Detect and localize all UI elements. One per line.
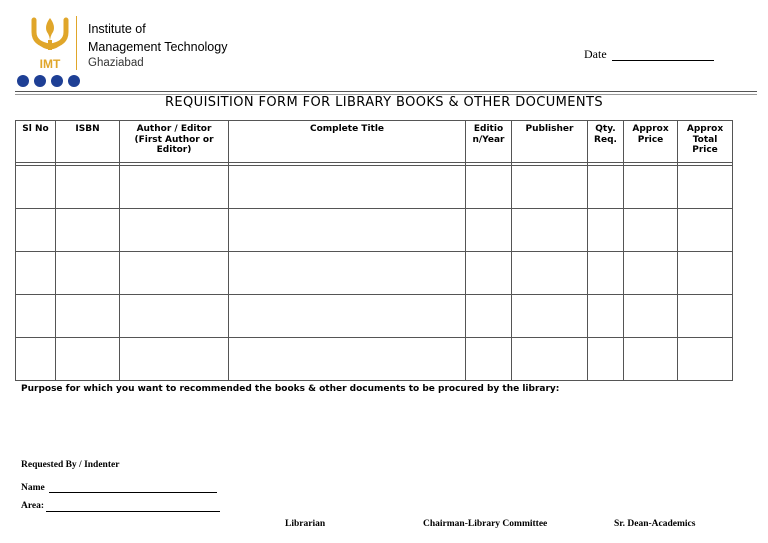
dot-icon xyxy=(34,75,46,87)
table-cell[interactable] xyxy=(56,209,120,252)
form-title: REQUISITION FORM FOR LIBRARY BOOKS & OTHER DOCUMENTS xyxy=(164,95,604,110)
table-cell[interactable] xyxy=(120,295,229,338)
column-header: Approx Total Price xyxy=(678,121,733,163)
table-cell[interactable] xyxy=(678,252,733,295)
institute-location: Ghaziabad xyxy=(88,57,144,69)
imt-logo-icon xyxy=(28,14,72,74)
table-cell[interactable] xyxy=(678,166,733,209)
table-cell[interactable] xyxy=(466,295,512,338)
table-cell[interactable] xyxy=(229,209,466,252)
table-cell[interactable] xyxy=(512,252,588,295)
table-cell[interactable] xyxy=(588,166,624,209)
table-cell[interactable] xyxy=(229,252,466,295)
table-cell[interactable] xyxy=(56,295,120,338)
area-field[interactable] xyxy=(46,511,220,512)
table-cell[interactable] xyxy=(588,295,624,338)
table-cell[interactable] xyxy=(624,252,678,295)
name-label: Name xyxy=(21,483,45,493)
table-cell[interactable] xyxy=(588,252,624,295)
table-cell[interactable] xyxy=(678,338,733,381)
institute-name-line-1: Institute of xyxy=(88,22,146,36)
column-header: Complete Title xyxy=(229,121,466,163)
column-header: Qty. Req. xyxy=(588,121,624,163)
logo-divider xyxy=(76,16,77,70)
column-header: Editio n/Year xyxy=(466,121,512,163)
dot-icon xyxy=(17,75,29,87)
table-cell[interactable] xyxy=(120,209,229,252)
date-label: Date xyxy=(584,47,607,61)
column-header: Sl No xyxy=(16,121,56,163)
table-cell[interactable] xyxy=(512,166,588,209)
table-row xyxy=(16,295,733,338)
table-row xyxy=(16,209,733,252)
requisition-table xyxy=(15,120,733,381)
signatory-chairman: Chairman-Library Committee xyxy=(423,519,548,529)
table-cell[interactable] xyxy=(466,166,512,209)
column-header: Publisher xyxy=(512,121,588,163)
table-cell[interactable] xyxy=(16,166,56,209)
table-cell[interactable] xyxy=(512,295,588,338)
table-cell[interactable] xyxy=(56,338,120,381)
table-cell[interactable] xyxy=(120,252,229,295)
table-cell[interactable] xyxy=(624,295,678,338)
table-cell[interactable] xyxy=(512,209,588,252)
table-cell[interactable] xyxy=(229,338,466,381)
table-cell[interactable] xyxy=(512,338,588,381)
table-header-row xyxy=(16,121,733,163)
table-cell[interactable] xyxy=(588,338,624,381)
header-rule xyxy=(15,91,757,92)
table-row xyxy=(16,166,733,209)
column-header: Author / Editor (First Author or Editor) xyxy=(120,121,229,163)
area-label: Area: xyxy=(21,501,45,511)
dot-icon xyxy=(51,75,63,87)
table-cell[interactable] xyxy=(678,209,733,252)
column-header: ISBN xyxy=(56,121,120,163)
table-cell[interactable] xyxy=(229,166,466,209)
table-cell[interactable] xyxy=(56,166,120,209)
table-cell[interactable] xyxy=(16,209,56,252)
table-body xyxy=(16,163,733,381)
table-cell[interactable] xyxy=(56,252,120,295)
table-cell[interactable] xyxy=(466,209,512,252)
date-field[interactable] xyxy=(612,60,714,61)
requested-by-label: Requested By / Indenter xyxy=(21,460,120,470)
purpose-label: Purpose for which you want to recommended the books & other documents to be procured by the library: xyxy=(21,384,560,394)
institute-name-line-2: Management Technology xyxy=(88,40,228,54)
table-cell[interactable] xyxy=(16,338,56,381)
table-cell[interactable] xyxy=(624,338,678,381)
table-cell[interactable] xyxy=(466,252,512,295)
signatory-librarian: Librarian xyxy=(285,519,326,529)
table-cell[interactable] xyxy=(624,166,678,209)
signatory-dean: Sr. Dean-Academics xyxy=(614,519,696,529)
dot-icon xyxy=(68,75,80,87)
table-cell[interactable] xyxy=(466,338,512,381)
table-cell[interactable] xyxy=(229,295,466,338)
table-cell[interactable] xyxy=(120,338,229,381)
table-row xyxy=(16,338,733,381)
column-header: Approx Price xyxy=(624,121,678,163)
table-cell[interactable] xyxy=(16,252,56,295)
table-row xyxy=(16,252,733,295)
logo-text: IMT xyxy=(39,57,61,71)
logo-dots xyxy=(17,75,80,87)
table-cell[interactable] xyxy=(16,295,56,338)
table-cell[interactable] xyxy=(624,209,678,252)
table-cell[interactable] xyxy=(120,166,229,209)
table-cell[interactable] xyxy=(588,209,624,252)
name-field[interactable] xyxy=(49,492,217,493)
table-cell[interactable] xyxy=(678,295,733,338)
